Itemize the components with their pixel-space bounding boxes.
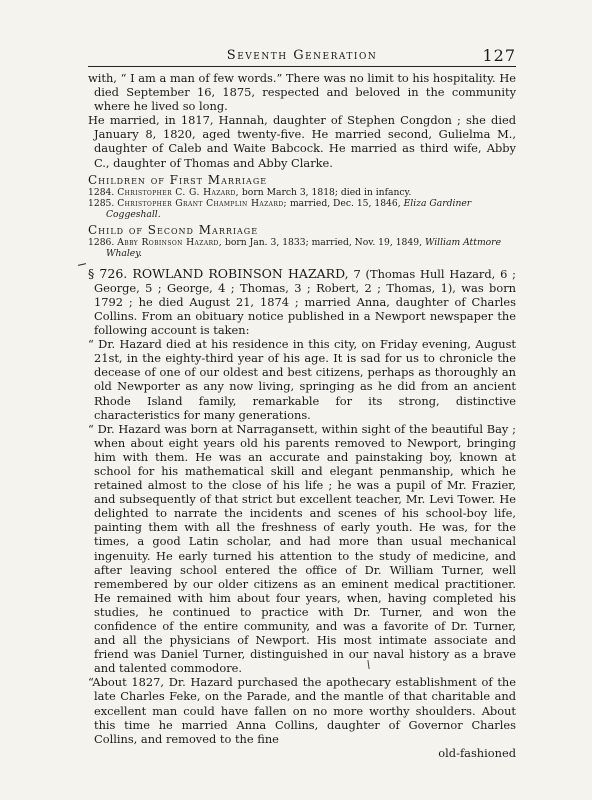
child-entry xyxy=(88,198,516,220)
biography-section xyxy=(88,267,516,760)
biography-paragraph-2: “ Dr. Hazard was born at Narragansett, within sight of the beautiful Bay ; when about eight years old his parents removed to Newport, bringing him with them. He was an accurate and painstaking boy, known at school for his mathematical skill and elegant penmanship, which he retained almost to the close of his life ; he was a pupil of Mr. Frazier, and subsequently of that strict but excellent teacher, Mr. Levi Tower. He delighted to narrate the incidents and scenes of his school-boy life, painting them with all the freshness of early youth. He was, for the times, a good Latin scholar, and had more than usual mechanical ingenuity. He early turned his attention to the study of medicine, and after leaving school entered the office of Dr. William Turner, well remembered by our older citizens as an eminent medical practitioner. He remained with him about four years, when, having completed his studies, he continued to practice with Dr. Turner, and won the confidence of the entire community, and was a favorite of Dr. Turner, and all the physicians of Newport. His most intimate associate and friend was Daniel Turner, distinguished in our naval history as a brave and talented commodore. xyxy=(88,421,516,676)
biography-paragraph-3: “About 1827, Dr. Hazard purchased the apothecary establishment of the late Charles Feke, on the Parade, and the mantle of that charitable and excellent man could have fallen on no more worthy shoulders. About this time he married Anna Collins, daughter of Governor Charles Collins, and removed to the fine xyxy=(88,675,516,746)
child-details: married, Dec. 15, 1846, xyxy=(287,197,404,209)
running-title: Seventh Generation xyxy=(226,48,378,63)
book-page xyxy=(88,46,516,760)
child-entry xyxy=(88,187,516,198)
child-name: Christopher Grant Champlin Hazard; xyxy=(117,197,288,209)
child-number: 1286. xyxy=(88,236,115,248)
page-number: 127 xyxy=(482,46,516,65)
running-header xyxy=(88,46,516,67)
child-number: 1284. xyxy=(88,186,115,198)
second-marriage-heading: Child of Second Marriage xyxy=(88,222,259,237)
child-details: born March 3, 1818; died in infancy. xyxy=(239,186,412,198)
biography-intro-text: 7 (Thomas Hull Hazard, 6 ; George, 5 ; George, 4 ; Thomas, 3 ; Robert, 2 ; Thomas, 1), was born 1792 ; he died August 21, 1874 ; married Anna, daughter of Charles Collins. From an obituary notice published in a Newport newspaper the following account is taken: xyxy=(94,266,516,338)
margin-dash-mark xyxy=(78,263,86,266)
catchword: old-fashioned xyxy=(438,745,516,760)
opening-paragraph-1: with, “ I am a man of few words.” There was no limit to his hospitality. He died September 16, 1875, respected and beloved in the community where he lived so long. xyxy=(88,71,516,114)
opening-text xyxy=(88,71,516,170)
child-name: Christopher C. G. Hazard, xyxy=(117,186,239,198)
child-entry xyxy=(88,237,516,259)
first-marriage-section xyxy=(88,173,516,220)
biography-heading: § 726. ROWLAND ROBINSON HAZARD, xyxy=(88,265,349,281)
child-name: Abby Robinson Hazard, xyxy=(117,236,223,248)
child-spouse: Eliza Gardiner Coggeshall. xyxy=(106,197,472,220)
child-number: 1285. xyxy=(88,197,115,209)
second-marriage-section xyxy=(88,223,516,259)
first-marriage-heading: Children of First Marriage xyxy=(88,172,268,187)
child-details: born Jan. 3, 1833; married, Nov. 19, 1849, xyxy=(222,236,425,248)
biography-intro xyxy=(88,267,516,337)
biography-paragraph-1: “ Dr. Hazard died at his residence in this city, on Friday evening, August 21st, in the eighty-third year of his age. It is sad for us to chronicle the decease of one of our oldest and best citizens, perhaps as thoroughly an old Newporter as any now living, springing as he did from an ancient Rhode Island family, remarkable for its strong, distinctive characteristics for many generations. xyxy=(88,337,516,422)
child-spouse: William Attmore Whaley. xyxy=(106,236,502,259)
opening-paragraph-2: He married, in 1817, Hannah, daughter of Stephen Congdon ; she died January 8, 1820, aged twenty-five. He married second, Gulielma M., daughter of Caleb and Waite Babcock. He married as third wife, Abby C., daughter of Thomas and Abby Clarke. xyxy=(88,113,516,170)
